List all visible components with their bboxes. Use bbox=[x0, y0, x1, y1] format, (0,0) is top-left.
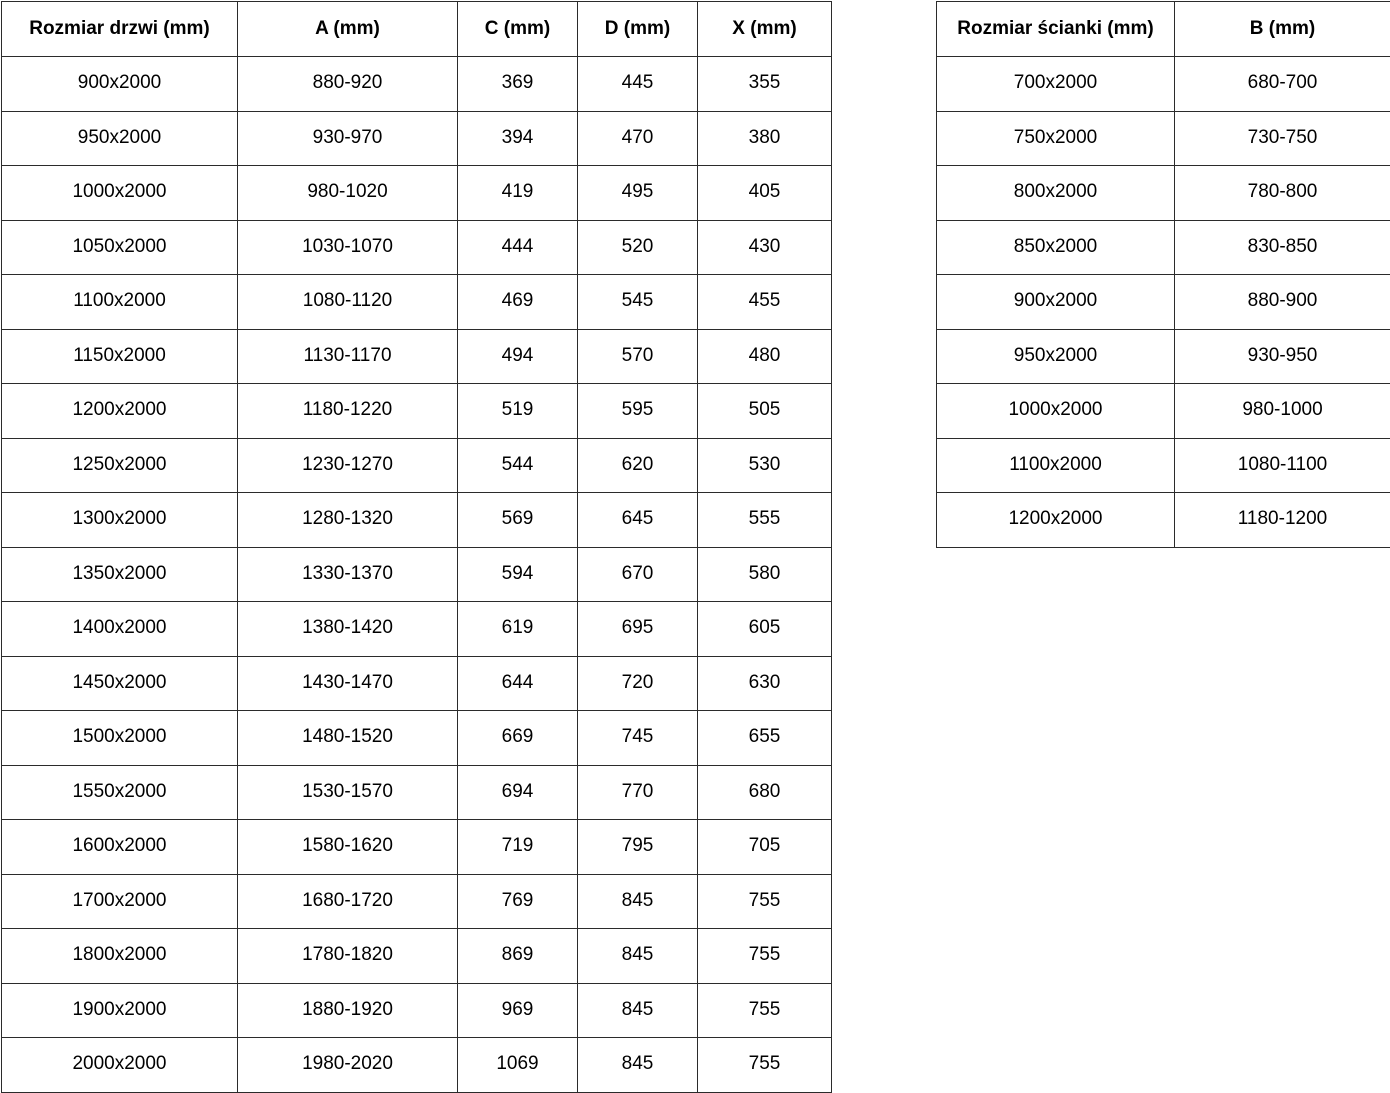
cell-b: 780-800 bbox=[1175, 166, 1390, 221]
cell-door-size: 1350x2000 bbox=[2, 547, 238, 602]
cell-b: 830-850 bbox=[1175, 220, 1390, 275]
cell-d: 620 bbox=[578, 438, 698, 493]
cell-wall-size: 950x2000 bbox=[937, 329, 1175, 384]
cell-c: 569 bbox=[458, 493, 578, 548]
cell-c: 594 bbox=[458, 547, 578, 602]
cell-c: 719 bbox=[458, 820, 578, 875]
cell-door-size: 1700x2000 bbox=[2, 874, 238, 929]
table-row bbox=[937, 166, 1390, 221]
cell-a: 1680-1720 bbox=[238, 874, 458, 929]
cell-door-size: 1900x2000 bbox=[2, 983, 238, 1038]
cell-d: 845 bbox=[578, 983, 698, 1038]
door-size-table-body bbox=[2, 57, 832, 1093]
cell-x: 680 bbox=[698, 765, 832, 820]
cell-c: 469 bbox=[458, 275, 578, 330]
cell-x: 405 bbox=[698, 166, 832, 221]
cell-d: 720 bbox=[578, 656, 698, 711]
cell-door-size: 1500x2000 bbox=[2, 711, 238, 766]
cell-x: 630 bbox=[698, 656, 832, 711]
cell-x: 755 bbox=[698, 983, 832, 1038]
cell-a: 1880-1920 bbox=[238, 983, 458, 1038]
column-header-door-size: Rozmiar drzwi (mm) bbox=[2, 2, 238, 57]
cell-d: 445 bbox=[578, 57, 698, 112]
cell-x: 755 bbox=[698, 929, 832, 984]
cell-door-size: 1200x2000 bbox=[2, 384, 238, 439]
cell-c: 544 bbox=[458, 438, 578, 493]
cell-x: 430 bbox=[698, 220, 832, 275]
table-row bbox=[937, 57, 1390, 112]
table-row bbox=[937, 384, 1390, 439]
table-row bbox=[937, 329, 1390, 384]
table-row bbox=[937, 111, 1390, 166]
table-row bbox=[937, 438, 1390, 493]
table-header-row bbox=[937, 2, 1390, 57]
cell-c: 694 bbox=[458, 765, 578, 820]
table-row bbox=[2, 329, 832, 384]
cell-door-size: 900x2000 bbox=[2, 57, 238, 112]
cell-x: 480 bbox=[698, 329, 832, 384]
cell-a: 1480-1520 bbox=[238, 711, 458, 766]
table-row bbox=[937, 220, 1390, 275]
cell-door-size: 1550x2000 bbox=[2, 765, 238, 820]
cell-x: 655 bbox=[698, 711, 832, 766]
cell-door-size: 950x2000 bbox=[2, 111, 238, 166]
cell-c: 619 bbox=[458, 602, 578, 657]
cell-x: 605 bbox=[698, 602, 832, 657]
cell-x: 755 bbox=[698, 874, 832, 929]
table-row bbox=[2, 220, 832, 275]
table-row bbox=[2, 929, 832, 984]
cell-door-size: 1400x2000 bbox=[2, 602, 238, 657]
cell-a: 1030-1070 bbox=[238, 220, 458, 275]
cell-door-size: 1300x2000 bbox=[2, 493, 238, 548]
table-row bbox=[2, 1038, 832, 1093]
cell-d: 470 bbox=[578, 111, 698, 166]
cell-b: 680-700 bbox=[1175, 57, 1390, 112]
cell-d: 695 bbox=[578, 602, 698, 657]
cell-a: 980-1020 bbox=[238, 166, 458, 221]
cell-x: 380 bbox=[698, 111, 832, 166]
table-row bbox=[2, 602, 832, 657]
table-row bbox=[2, 384, 832, 439]
cell-c: 769 bbox=[458, 874, 578, 929]
table-row bbox=[937, 275, 1390, 330]
cell-a: 1780-1820 bbox=[238, 929, 458, 984]
cell-b: 980-1000 bbox=[1175, 384, 1390, 439]
cell-a: 930-970 bbox=[238, 111, 458, 166]
cell-c: 669 bbox=[458, 711, 578, 766]
cell-b: 1180-1200 bbox=[1175, 493, 1390, 548]
door-size-table bbox=[1, 1, 832, 1093]
column-header-b: B (mm) bbox=[1175, 2, 1390, 57]
table-row bbox=[2, 820, 832, 875]
cell-c: 969 bbox=[458, 983, 578, 1038]
cell-wall-size: 700x2000 bbox=[937, 57, 1175, 112]
cell-d: 570 bbox=[578, 329, 698, 384]
table-row bbox=[2, 765, 832, 820]
cell-a: 1380-1420 bbox=[238, 602, 458, 657]
column-header-d: D (mm) bbox=[578, 2, 698, 57]
door-size-table-header bbox=[2, 2, 832, 57]
cell-d: 645 bbox=[578, 493, 698, 548]
cell-d: 795 bbox=[578, 820, 698, 875]
cell-x: 580 bbox=[698, 547, 832, 602]
cell-b: 730-750 bbox=[1175, 111, 1390, 166]
cell-a: 1530-1570 bbox=[238, 765, 458, 820]
cell-wall-size: 1000x2000 bbox=[937, 384, 1175, 439]
cell-c: 394 bbox=[458, 111, 578, 166]
cell-x: 455 bbox=[698, 275, 832, 330]
cell-x: 355 bbox=[698, 57, 832, 112]
table-row bbox=[2, 275, 832, 330]
cell-c: 644 bbox=[458, 656, 578, 711]
cell-door-size: 1800x2000 bbox=[2, 929, 238, 984]
column-header-a: A (mm) bbox=[238, 2, 458, 57]
cell-c: 419 bbox=[458, 166, 578, 221]
cell-door-size: 2000x2000 bbox=[2, 1038, 238, 1093]
table-row bbox=[2, 547, 832, 602]
cell-door-size: 1000x2000 bbox=[2, 166, 238, 221]
cell-d: 845 bbox=[578, 1038, 698, 1093]
cell-door-size: 1100x2000 bbox=[2, 275, 238, 330]
cell-a: 1080-1120 bbox=[238, 275, 458, 330]
wall-size-table bbox=[936, 1, 1390, 548]
cell-d: 545 bbox=[578, 275, 698, 330]
cell-d: 845 bbox=[578, 929, 698, 984]
cell-c: 519 bbox=[458, 384, 578, 439]
wall-table-wrapper bbox=[936, 1, 1390, 548]
table-row bbox=[2, 438, 832, 493]
column-header-x: X (mm) bbox=[698, 2, 832, 57]
cell-x: 555 bbox=[698, 493, 832, 548]
cell-wall-size: 800x2000 bbox=[937, 166, 1175, 221]
table-header-row bbox=[2, 2, 832, 57]
cell-a: 1130-1170 bbox=[238, 329, 458, 384]
table-row bbox=[2, 874, 832, 929]
cell-c: 494 bbox=[458, 329, 578, 384]
cell-door-size: 1150x2000 bbox=[2, 329, 238, 384]
cell-d: 670 bbox=[578, 547, 698, 602]
wall-size-table-header bbox=[937, 2, 1390, 57]
table-row bbox=[2, 166, 832, 221]
table-row bbox=[2, 111, 832, 166]
table-row bbox=[2, 983, 832, 1038]
cell-d: 845 bbox=[578, 874, 698, 929]
table-row bbox=[2, 711, 832, 766]
cell-c: 369 bbox=[458, 57, 578, 112]
cell-wall-size: 1100x2000 bbox=[937, 438, 1175, 493]
cell-a: 1180-1220 bbox=[238, 384, 458, 439]
cell-c: 444 bbox=[458, 220, 578, 275]
column-header-wall-size: Rozmiar ścianki (mm) bbox=[937, 2, 1175, 57]
cell-x: 755 bbox=[698, 1038, 832, 1093]
cell-c: 869 bbox=[458, 929, 578, 984]
cell-a: 1980-2020 bbox=[238, 1038, 458, 1093]
cell-d: 595 bbox=[578, 384, 698, 439]
table-row bbox=[2, 57, 832, 112]
cell-wall-size: 750x2000 bbox=[937, 111, 1175, 166]
cell-d: 495 bbox=[578, 166, 698, 221]
cell-a: 1580-1620 bbox=[238, 820, 458, 875]
cell-door-size: 1250x2000 bbox=[2, 438, 238, 493]
cell-door-size: 1600x2000 bbox=[2, 820, 238, 875]
cell-a: 1430-1470 bbox=[238, 656, 458, 711]
cell-a: 1330-1370 bbox=[238, 547, 458, 602]
cell-d: 520 bbox=[578, 220, 698, 275]
cell-b: 880-900 bbox=[1175, 275, 1390, 330]
cell-x: 530 bbox=[698, 438, 832, 493]
cell-a: 1280-1320 bbox=[238, 493, 458, 548]
table-row bbox=[937, 493, 1390, 548]
table-row bbox=[2, 493, 832, 548]
cell-b: 1080-1100 bbox=[1175, 438, 1390, 493]
cell-d: 770 bbox=[578, 765, 698, 820]
wall-size-table-body bbox=[937, 57, 1390, 548]
cell-b: 930-950 bbox=[1175, 329, 1390, 384]
cell-x: 505 bbox=[698, 384, 832, 439]
cell-d: 745 bbox=[578, 711, 698, 766]
cell-door-size: 1450x2000 bbox=[2, 656, 238, 711]
cell-c: 1069 bbox=[458, 1038, 578, 1093]
cell-wall-size: 900x2000 bbox=[937, 275, 1175, 330]
cell-a: 1230-1270 bbox=[238, 438, 458, 493]
column-header-c: C (mm) bbox=[458, 2, 578, 57]
cell-wall-size: 1200x2000 bbox=[937, 493, 1175, 548]
table-row bbox=[2, 656, 832, 711]
cell-wall-size: 850x2000 bbox=[937, 220, 1175, 275]
cell-door-size: 1050x2000 bbox=[2, 220, 238, 275]
cell-x: 705 bbox=[698, 820, 832, 875]
cell-a: 880-920 bbox=[238, 57, 458, 112]
